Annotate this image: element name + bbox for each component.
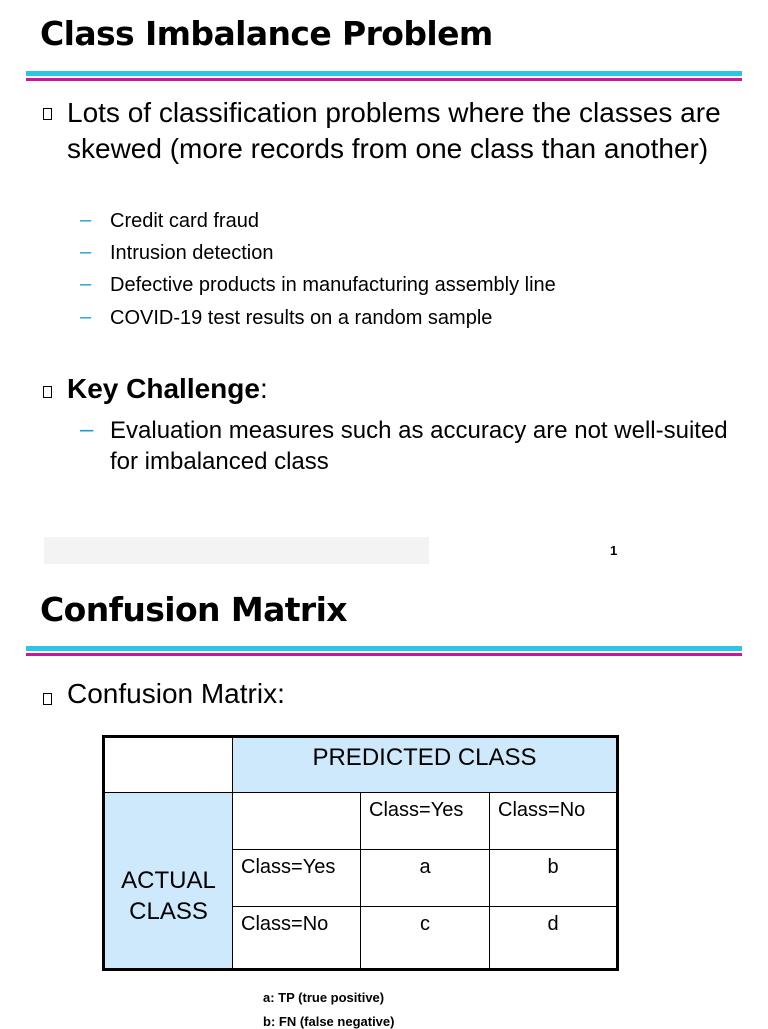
- confusion-matrix-table: [102, 735, 619, 971]
- bullet-text: Lots of classification problems where the classes are skewed (more records from one class than another): [67, 97, 721, 164]
- legend-a: a: TP (true positive): [263, 990, 385, 1005]
- dash-icon: –: [80, 306, 92, 328]
- page-number: 1: [610, 543, 618, 558]
- actual-class-header: [104, 793, 233, 970]
- empty-header-cell: [233, 793, 361, 850]
- sub-item: Intrusion detection: [110, 242, 274, 264]
- col-header-yes: Class=Yes: [361, 793, 490, 850]
- actual-class-label: ACTUAL CLASS: [121, 866, 216, 925]
- predicted-class-header: PREDICTED CLASS: [233, 737, 618, 793]
- slide-title: Class Imbalance Problem: [40, 14, 493, 53]
- bullet-box-icon: [43, 108, 52, 120]
- title-divider: [26, 646, 742, 656]
- sub-item: COVID-19 test results on a random sample: [110, 307, 493, 329]
- footer-bar: [44, 537, 429, 564]
- dash-icon: –: [80, 241, 92, 263]
- dash-icon: –: [80, 273, 92, 295]
- title-divider: [26, 71, 742, 81]
- empty-corner-cell: [104, 737, 233, 793]
- cell-a: a: [361, 850, 490, 907]
- cell-b: b: [490, 850, 618, 907]
- bullet-text: Confusion Matrix:: [67, 678, 285, 709]
- slide-title: Confusion Matrix: [40, 590, 347, 629]
- dash-icon: –: [80, 416, 94, 443]
- key-challenge-line: [67, 371, 727, 407]
- bullet-box-icon: [43, 693, 52, 705]
- cell-c: c: [361, 907, 490, 970]
- row-header-no: Class=No: [233, 907, 361, 970]
- cell-d: d: [490, 907, 618, 970]
- key-challenge-label: Key Challenge: [67, 373, 260, 404]
- bullet-box-icon: [43, 386, 52, 398]
- challenge-detail: Evaluation measures such as accuracy are not well-suited for imbalanced class: [110, 417, 728, 475]
- legend-b: b: FN (false negative): [263, 1014, 395, 1029]
- dash-icon: –: [80, 209, 92, 231]
- sub-item: Defective products in manufacturing assembly line: [110, 274, 556, 296]
- col-header-no: Class=No: [490, 793, 618, 850]
- sub-item: Credit card fraud: [110, 210, 259, 232]
- row-header-yes: Class=Yes: [233, 850, 361, 907]
- key-challenge-colon: :: [259, 373, 268, 404]
